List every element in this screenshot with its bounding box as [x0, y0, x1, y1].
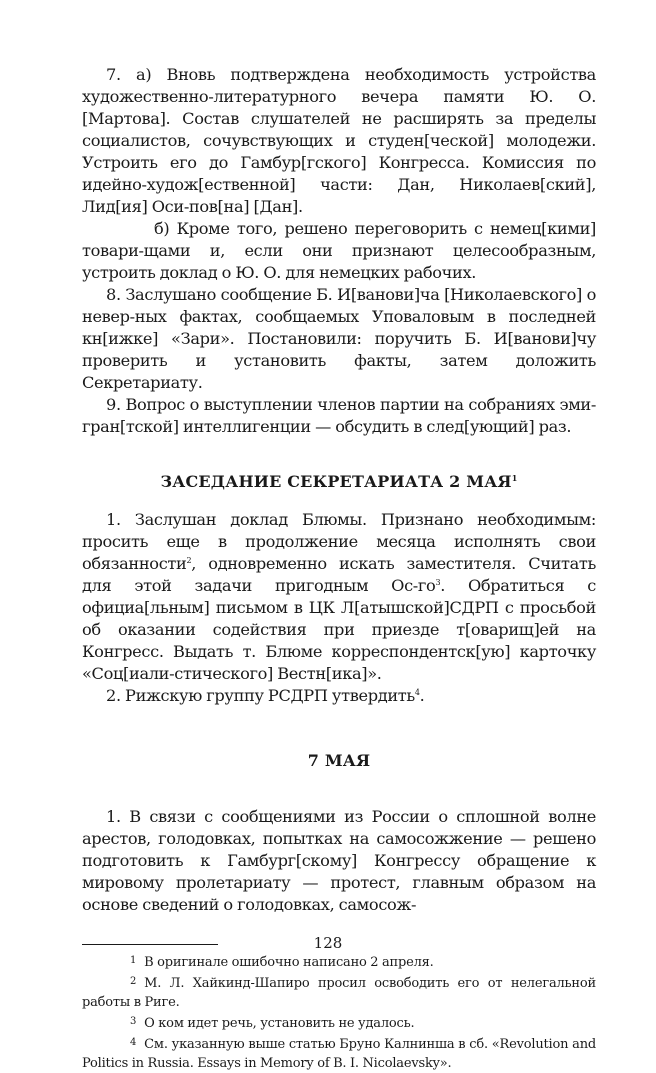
page-number: 128 — [313, 934, 343, 952]
footnote-number: 2 — [130, 976, 137, 987]
footnote-number: 4 — [130, 1037, 137, 1048]
text-run: . — [419, 686, 425, 705]
paragraph-may7-1: 1. В связи с сообщениями из России о сплошной волне арестов, голодовках, попытках на самосожжение — решено подготовить к Гамбург[скому] Конгрессу обращение к мировому пролетариату — протест, главным образом на основе сведений о голодовках, самосож- — [82, 807, 596, 914]
section-heading-may-2 — [82, 471, 596, 493]
footnotes — [82, 951, 596, 1073]
footnote-number: 1 — [130, 955, 137, 966]
footnote-number: 3 — [130, 1016, 137, 1027]
text-run: 2. Рижскую группу РСДРП утвердить — [106, 686, 415, 705]
paragraph-8: 8. Заслушано сообщение Б. И[ванови]ча [Николаевского] о невер-ных фактах, сообщаемых Уповаловым в последней кн[ижке] «Зари». Постановили: поручить Б. И[ванови]чу проверить и установить факты, затем доложить Секретариату. — [82, 285, 596, 392]
paragraph-may2-1 — [82, 509, 596, 685]
footnote-text: В оригинале ошибочно написано 2 апреля. — [144, 955, 434, 970]
footnote-text: О ком идет речь, установить не удалось. — [144, 1016, 415, 1031]
footnote-ref-3: 3 — [435, 578, 441, 587]
footnote-2 — [82, 972, 596, 1012]
footnote-1 — [82, 951, 596, 972]
footnote-4 — [82, 1033, 596, 1073]
text-run: , одновременно искать заместителя. Считать для этой задачи пригодным Ос-го — [82, 554, 596, 595]
footnote-ref-2: 2 — [186, 556, 192, 565]
text-run: . Обратиться с официа[льным] письмом в ЦК Л[атышской]СДРП с просьбой об оказании содействия при приезде т[оварищ]ей на Конгресс. Выдать т. Блюме корреспондентск[ую] карточку «Соц[иали-стического] Вестн[ика]». — [82, 576, 596, 683]
footnote-text: М. Л. Хайкинд-Шапиро просил освободить его от нелегальной работы в Риге. — [82, 976, 596, 1010]
text-run: 1. Заслушан доклад Блюмы. Признано необходимым: просить еще в продолжение месяца исполнять свои обязанности — [82, 510, 596, 573]
paragraph-may2-2 — [82, 685, 596, 707]
heading-text: ЗАСЕДАНИЕ СЕКРЕТАРИАТА 2 МАЯ — [160, 472, 512, 491]
paragraph-7b: б) Кроме того, решено переговорить с немец[кими] товари-щами и, если они признают целесообразным, устроить доклад о Ю. О. для немецких рабочих. — [82, 219, 596, 282]
footnote-3 — [82, 1012, 596, 1033]
footnote-ref-4: 4 — [414, 688, 420, 697]
paragraph-7a: 7. а) Вновь подтверждена необходимость устройства художественно-литературного вечера памяти Ю. О. [Мартова]. Состав слушателей не расширять за пределы социалистов, сочувствующих и студен[ческой] молодежи. Устроить его до Гамбур[гского] Конгресса. Комиссия по идейно-худож[ественной] части: Дан, Николаев[ский], Лид[ия] Оси-пов[на] [Дан]. — [82, 65, 596, 216]
page-body — [82, 64, 596, 1073]
section-heading-may-7: 7 МАЯ — [307, 751, 371, 770]
paragraph-9: 9. Вопрос о выступлении членов партии на собраниях эми-гран[тской] интеллигенции — обсудить в след[ующий] раз. — [82, 395, 596, 436]
footnote-text: См. указанную выше статью Бруно Калнинша в сб. «Revolution and Politics in Russia. Essays in Memory of B. I. Nicolaevsky». — [82, 1037, 596, 1071]
footnote-ref-1: 1 — [511, 473, 518, 483]
